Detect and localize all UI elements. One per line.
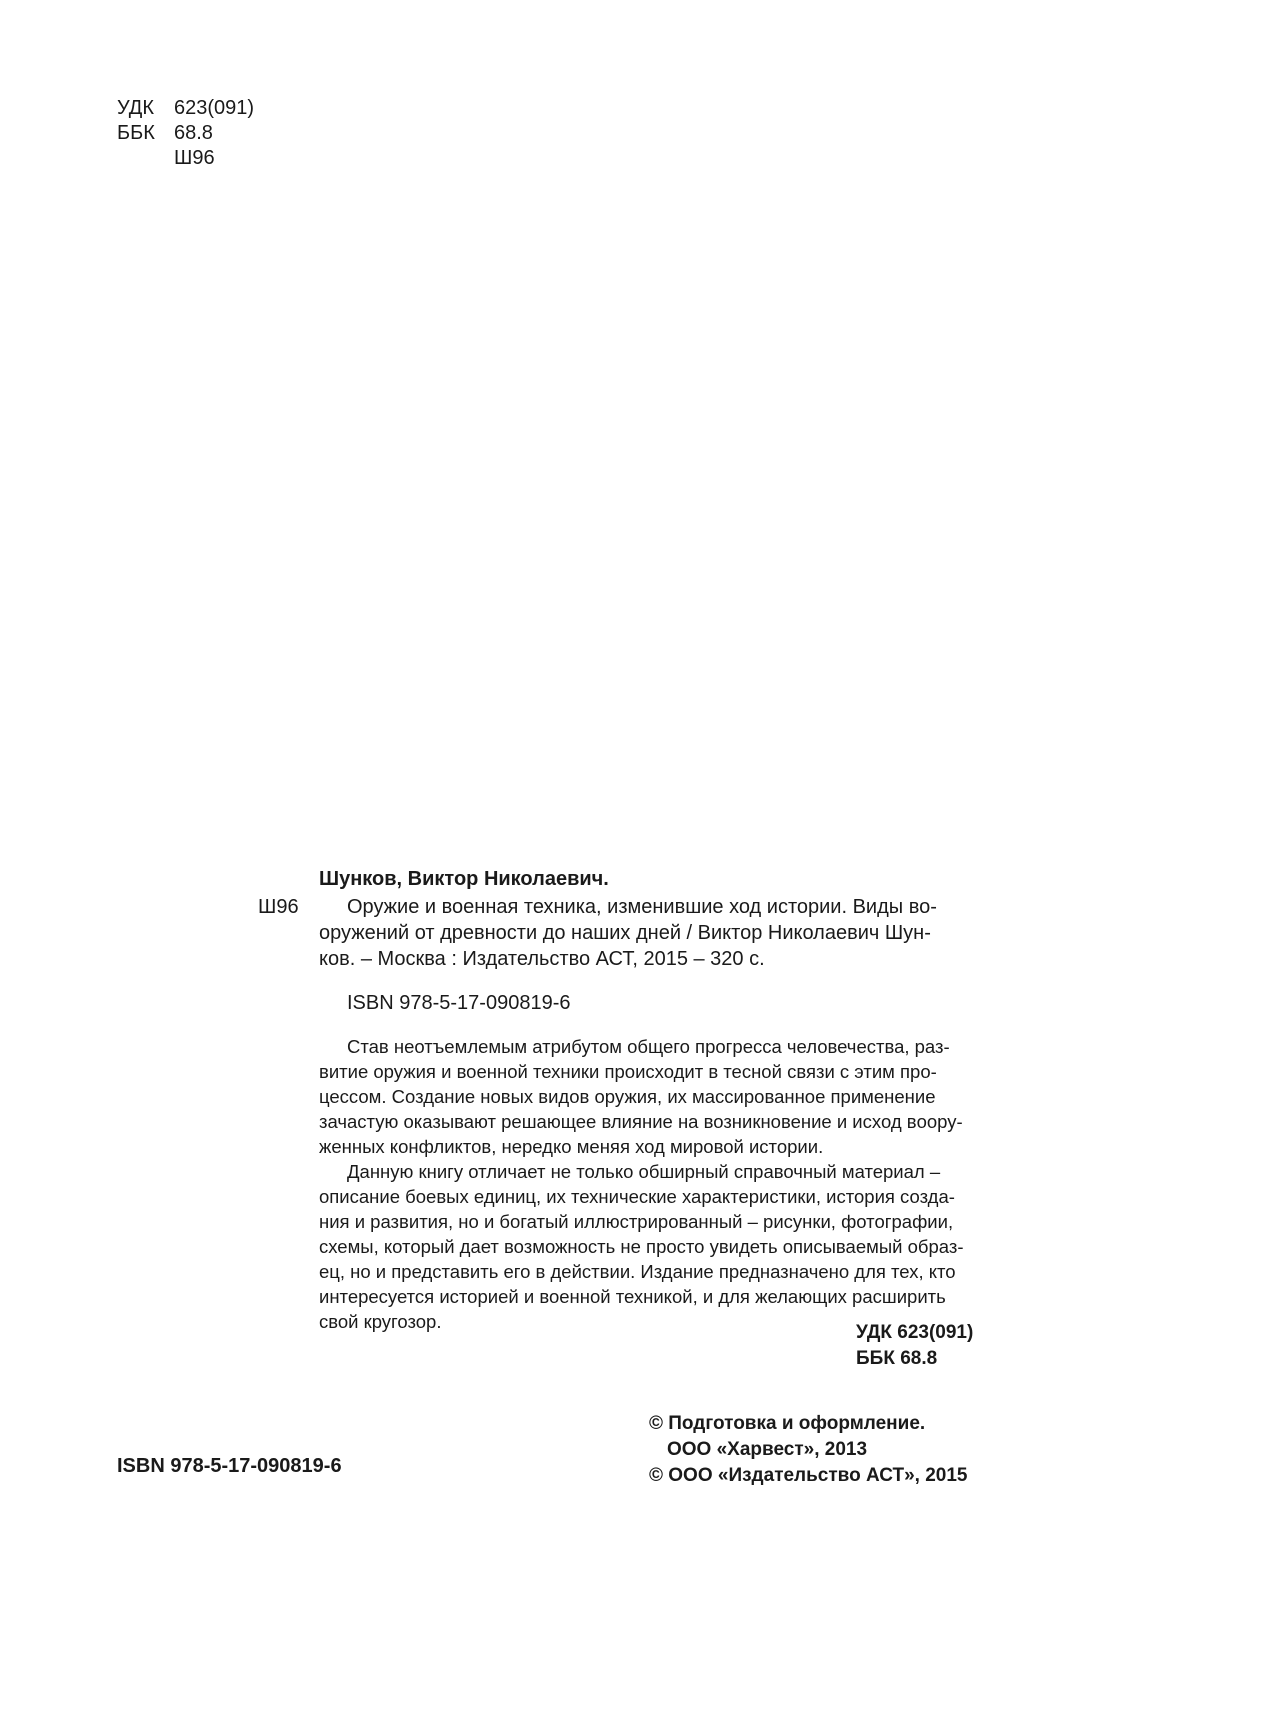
- annotation-line: зачастую оказывают решающее влияние на возникновение и исход вoору-: [319, 1111, 963, 1132]
- catalog-entry: [258, 894, 988, 972]
- copyright-line-2: ООО «Харвест», 2013: [667, 1439, 868, 1460]
- annotation-line: схемы, который дает возможность не просто увидеть описываемый образ-: [319, 1236, 964, 1257]
- bbk-bottom: ББК 68.8: [856, 1348, 938, 1369]
- udk-row: [117, 96, 254, 121]
- classification-codes-bottom: [856, 1320, 973, 1372]
- catalog-code: Ш96: [258, 896, 299, 918]
- annotation-line: ец, но и представить его в действии. Издание предназначено для тех, кто: [319, 1261, 956, 1282]
- catalog-entry-text: [319, 894, 988, 972]
- catalog-card: [258, 866, 988, 1334]
- classification-codes-top: [117, 96, 254, 171]
- annotation-line: ния и развития, но и богатый иллюстрированный – рисунки, фотографии,: [319, 1211, 954, 1232]
- copyright-line-1: © Подготовка и оформление.: [649, 1413, 926, 1434]
- annotation-line: интересуется историей и военной техникой, и для желающих расширить: [319, 1286, 946, 1307]
- author-mark: Ш96: [174, 147, 215, 169]
- entry-line: Оружие и военная техника, изменившие ход истории. Виды во-: [347, 896, 937, 918]
- udk-label: УДК: [117, 97, 155, 119]
- annotation-line: Став неотъемлемым атрибутом общего прогресса человечества, раз-: [347, 1036, 950, 1057]
- annotation-line: витие оружия и военной техники происходит в тесной связи с этим про-: [319, 1061, 937, 1082]
- annotation-line: женных конфликтов, нередко меняя ход мировой истории.: [319, 1136, 824, 1157]
- udk-bottom: УДК 623(091): [856, 1322, 974, 1343]
- catalog-author: Шунков, Виктор Николаевич.: [319, 868, 609, 890]
- udk-value: 623(091): [174, 97, 255, 119]
- bbk-value: 68.8: [174, 122, 213, 144]
- isbn-bottom: ISBN 978-5-17-090819-6: [117, 1455, 342, 1477]
- bbk-label: ББК: [117, 122, 155, 144]
- annotation-line: цессом. Создание новых видов оружия, их массированное применение: [319, 1086, 936, 1107]
- catalog-isbn: ISBN 978-5-17-090819-6: [347, 992, 571, 1014]
- annotation-line: описание боевых единиц, их технические характеристики, история созда-: [319, 1186, 955, 1207]
- bbk-row: [117, 121, 254, 146]
- catalog-annotation: [319, 1034, 988, 1334]
- copyright-block: [649, 1411, 968, 1489]
- entry-line: оружений от древности до наших дней / Виктор Николаевич Шун-: [319, 922, 931, 944]
- annotation-line: Данную книгу отличает не только обширный справочный материал –: [347, 1161, 941, 1182]
- annotation-line: свой кругозор.: [319, 1311, 442, 1332]
- copyright-line-3: © ООО «Издательство АСТ», 2015: [649, 1465, 968, 1486]
- entry-line: ков. – Москва : Издательство АСТ, 2015 – 320 с.: [319, 948, 765, 970]
